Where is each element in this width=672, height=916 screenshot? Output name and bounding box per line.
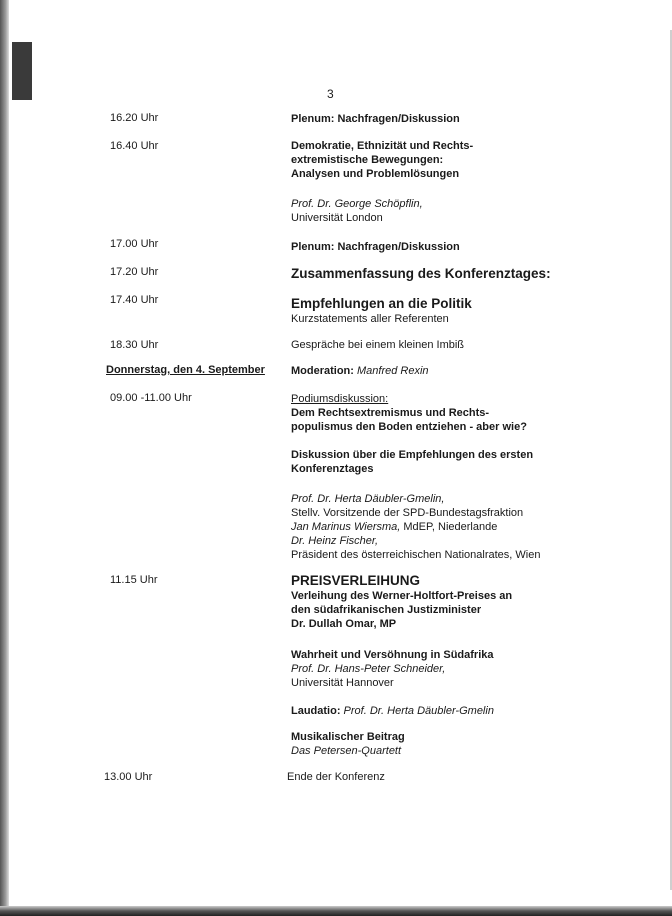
scan-edge-bottom — [0, 906, 672, 916]
entry-talk-title: Demokratie, Ethnizität und Rechts- extremistische Bewegungen: Analysen und Problemlösungen — [291, 140, 474, 180]
moderation: Moderation: Manfred Rexin — [291, 365, 429, 377]
time-1300: 13.00 Uhr — [104, 771, 153, 783]
entry-laudatio: Laudatio: Prof. Dr. Herta Däubler-Gmelin — [291, 705, 494, 717]
entry-award: PREISVERLEIHUNG Verleihung des Werner-Holtfort-Preises an den südafrikanischen Justizminister Dr. Dullah Omar, MP — [291, 573, 513, 630]
time-1115: 11.15 Uhr — [110, 574, 158, 586]
entry-plenum-2: Plenum: Nachfragen/Diskussion — [291, 241, 460, 253]
entry-speaker: Prof. Dr. George Schöpflin, Universität London — [291, 198, 423, 224]
entry-panel-sub: Diskussion über die Empfehlungen des ersten Konferenztages — [291, 449, 534, 475]
scan-artifact — [12, 42, 32, 100]
entry-snack: Gespräche bei einem kleinen Imbiß — [291, 339, 465, 351]
entry-plenum-1: Plenum: Nachfragen/Diskussion — [291, 113, 460, 125]
entry-summary: Zusammenfassung des Konferenztages: — [291, 266, 551, 281]
time-1830: 18.30 Uhr — [110, 339, 159, 351]
page-number: 3 — [327, 87, 334, 101]
time-0900: 09.00 -11.00 Uhr — [110, 392, 192, 404]
entry-panel: Podiumsdiskussion: Dem Rechtsextremismus und Rechts- populismus den Boden entziehen - aber wie? — [291, 393, 527, 433]
time-1620: 16.20 Uhr — [110, 112, 159, 124]
scan-edge-left — [0, 0, 9, 916]
entry-recommendations: Empfehlungen an die Politik Kurzstatements aller Referenten — [291, 296, 472, 325]
time-1740: 17.40 Uhr — [110, 294, 159, 306]
entry-end: Ende der Konferenz — [287, 771, 385, 783]
day-heading: Donnerstag, den 4. September — [106, 364, 265, 376]
entry-music: Musikalischer Beitrag Das Petersen-Quartett — [291, 731, 405, 757]
time-1720: 17.20 Uhr — [110, 266, 159, 278]
time-1700: 17.00 Uhr — [110, 238, 159, 250]
time-1640: 16.40 Uhr — [110, 140, 159, 152]
entry-panel-participants: Prof. Dr. Herta Däubler-Gmelin, Stellv. Vorsitzende der SPD-Bundestagsfraktion Jan Marinus Wiersma, MdEP, Niederlande Dr. Heinz Fischer, Präsident des österreichischen Nationalrates, Wien — [291, 493, 541, 561]
entry-award-talk: Wahrheit und Versöhnung in Südafrika Prof. Dr. Hans-Peter Schneider, Universität Hannover — [291, 649, 494, 689]
